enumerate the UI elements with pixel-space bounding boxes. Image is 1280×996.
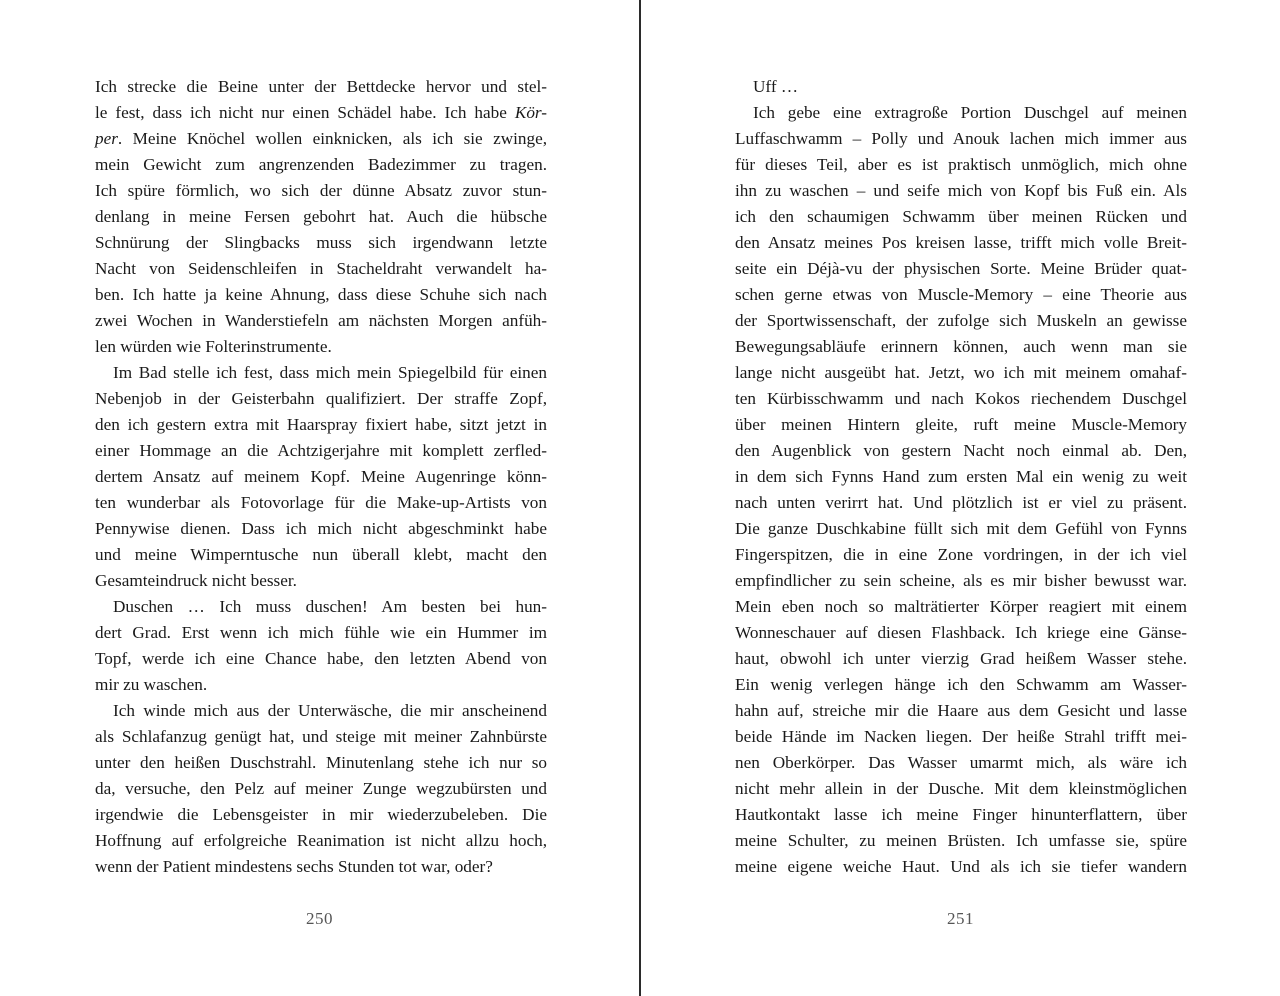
text-line: Nacht von Seidenschleifen in Stacheldraht verwandelt ha- xyxy=(95,259,547,278)
text-line: len würden wie Folterinstrumente. xyxy=(95,337,332,356)
text-line: mir zu waschen. xyxy=(95,675,208,694)
text-line: Duschen … Ich muss duschen! Am besten bei hun- xyxy=(113,597,547,616)
text-line: seite ein Déjà-vu der physischen Sorte. Meine Brüder quat- xyxy=(735,259,1187,278)
text-line: hahn auf, streiche mir die Haare aus dem Gesicht und lasse xyxy=(735,701,1187,720)
text-line: beide Hände im Nacken liegen. Der heiße Strahl trifft mei- xyxy=(735,727,1187,746)
text-line: meine eigene weiche Haut. Und als ich sie tiefer wandern xyxy=(735,857,1187,876)
text-line: Ich winde mich aus der Unterwäsche, die mir anscheinend xyxy=(113,701,547,720)
text-line: ten wunderbar als Fotovorlage für die Make-up-Artists von xyxy=(95,493,547,512)
text-line: dert Grad. Erst wenn ich mich fühle wie ein Hummer im xyxy=(95,623,547,642)
text-fragment: . Meine Knöchel wollen einknicken, als ich sie zwinge, xyxy=(117,129,547,148)
text-line: empfindlicher zu sein scheine, als es mir bisher bewusst war. xyxy=(735,571,1187,590)
text-line: Schnürung der Slingbacks muss sich irgendwann letzte xyxy=(95,233,547,252)
text-line: da, versuche, den Pelz auf meiner Zunge wegzubürsten und xyxy=(95,779,547,798)
text-line: meine Schulter, zu meinen Brüsten. Ich umfasse sie, spüre xyxy=(735,831,1187,850)
text-line: Ein wenig verlegen hänge ich den Schwamm am Wasser- xyxy=(735,675,1187,694)
italic-word: per xyxy=(95,129,118,148)
text-line: einer Hommage an die Achtzigerjahre mit komplett zerfled- xyxy=(95,441,547,460)
text-line: Mein eben noch so malträtierter Körper reagiert mit einem xyxy=(735,597,1187,616)
text-line: für dieses Teil, aber es ist praktisch unmöglich, mich ohne xyxy=(735,155,1187,174)
page-number: 250 xyxy=(306,909,333,928)
text-line: unter den heißen Duschstrahl. Minutenlang stehe ich nur so xyxy=(95,753,547,772)
text-line: und meine Wimperntusche nun überall klebt, macht den xyxy=(95,545,547,564)
text-line: der Sportwissenschaft, der zufolge sich Muskeln an gewisse xyxy=(735,311,1187,330)
right-page-text xyxy=(735,74,1187,880)
text-line: irgendwie die Lebensgeister in mir wiederzubeleben. Die xyxy=(95,805,547,824)
text-line: denlang in meine Fersen gebohrt hat. Auch die hübsche xyxy=(95,207,547,226)
text-line: den Augenblick von gestern Nacht noch einmal ab. Den, xyxy=(735,441,1187,460)
text-line: Nebenjob in der Geisterbahn qualifiziert. Der straffe Zopf, xyxy=(95,389,547,408)
text-line: Die ganze Duschkabine füllt sich mit dem Gefühl von Fynns xyxy=(735,519,1187,538)
page-number: 251 xyxy=(947,909,974,928)
text-line: den ich gestern extra mit Haarspray fixiert habe, sitzt jetzt in xyxy=(95,415,547,434)
right-page xyxy=(641,0,1280,996)
text-line xyxy=(95,100,547,126)
text-line: Hoffnung auf erfolgreiche Reanimation ist nicht allzu hoch, xyxy=(95,831,547,850)
text-line: ten Kürbisschwamm und nach Kokos riechendem Duschgel xyxy=(735,389,1187,408)
text-line: Im Bad stelle ich fest, dass mich mein Spiegelbild für einen xyxy=(113,363,547,382)
text-line: als Schlafanzug genügt hat, und steige mit meiner Zahnbürste xyxy=(95,727,547,746)
text-line xyxy=(95,126,547,152)
text-line: nicht mehr allein in der Dusche. Mit dem kleinstmöglichen xyxy=(735,779,1187,798)
text-fragment: le fest, dass ich nicht nur einen Schädel habe. Ich habe xyxy=(95,103,515,122)
text-line: Pennywise dienen. Dass ich mich nicht abgeschminkt habe xyxy=(95,519,547,538)
text-line: Ich strecke die Beine unter der Bettdecke hervor und stel- xyxy=(95,77,547,96)
text-line: Topf, werde ich eine Chance habe, den letzten Abend von xyxy=(95,649,547,668)
text-line: nen Oberkörper. Das Wasser umarmt mich, als wäre ich xyxy=(735,753,1187,772)
text-line: haut, obwohl ich unter vierzig Grad heißem Wasser stehe. xyxy=(735,649,1187,668)
italic-word: Kör- xyxy=(514,103,547,122)
text-line: Wonneschauer auf diesen Flashback. Ich kriege eine Gänse- xyxy=(735,623,1187,642)
text-line: Bewegungsabläufe erinnern können, auch wenn man sie xyxy=(735,337,1187,356)
text-line: in dem sich Fynns Hand zum ersten Mal ein wenig zu weit xyxy=(735,467,1187,486)
text-line: wenn der Patient mindestens sechs Stunden tot war, oder? xyxy=(95,857,493,876)
text-line: Ich gebe eine extragroße Portion Duschgel auf meinen xyxy=(753,103,1187,122)
text-line: schen gerne etwas von Muscle-Memory – eine Theorie aus xyxy=(735,285,1187,304)
text-line: ich den schaumigen Schwamm über meinen Rücken und xyxy=(735,207,1187,226)
text-line: Fingerspitzen, die in eine Zone vordringen, in der ich viel xyxy=(735,545,1187,564)
text-line: Hautkontakt lasse ich meine Finger hinunterflattern, über xyxy=(735,805,1187,824)
text-line: ihn zu waschen – und seife mich von Kopf bis Fuß ein. Als xyxy=(735,181,1187,200)
text-line: dertem Ansatz auf meinem Kopf. Meine Augenringe könn- xyxy=(95,467,547,486)
text-line: lange nicht ausgeübt hat. Jetzt, wo ich mit meinem omahaf- xyxy=(735,363,1187,382)
text-line: den Ansatz meines Pos kreisen lasse, trifft mich volle Breit- xyxy=(735,233,1187,252)
left-page xyxy=(0,0,639,996)
text-line: nach unten verirrt hat. Und plötzlich ist er viel zu präsent. xyxy=(735,493,1187,512)
text-line: ben. Ich hatte ja keine Ahnung, dass diese Schuhe sich nach xyxy=(95,285,547,304)
text-line: über meinen Hintern gleite, ruft meine Muscle-Memory xyxy=(735,415,1187,434)
text-line: mein Gewicht zum angrenzenden Badezimmer zu tragen. xyxy=(95,155,547,174)
text-line: Ich spüre förmlich, wo sich der dünne Absatz zuvor stun- xyxy=(95,181,547,200)
text-line: Uff … xyxy=(753,77,799,96)
text-line: Luffaschwamm – Polly und Anouk lachen mich immer aus xyxy=(735,129,1187,148)
left-page-text xyxy=(95,74,547,880)
text-line: zwei Wochen in Wanderstiefeln am nächsten Morgen anfüh- xyxy=(95,311,547,330)
text-line: Gesamteindruck nicht besser. xyxy=(95,571,297,590)
